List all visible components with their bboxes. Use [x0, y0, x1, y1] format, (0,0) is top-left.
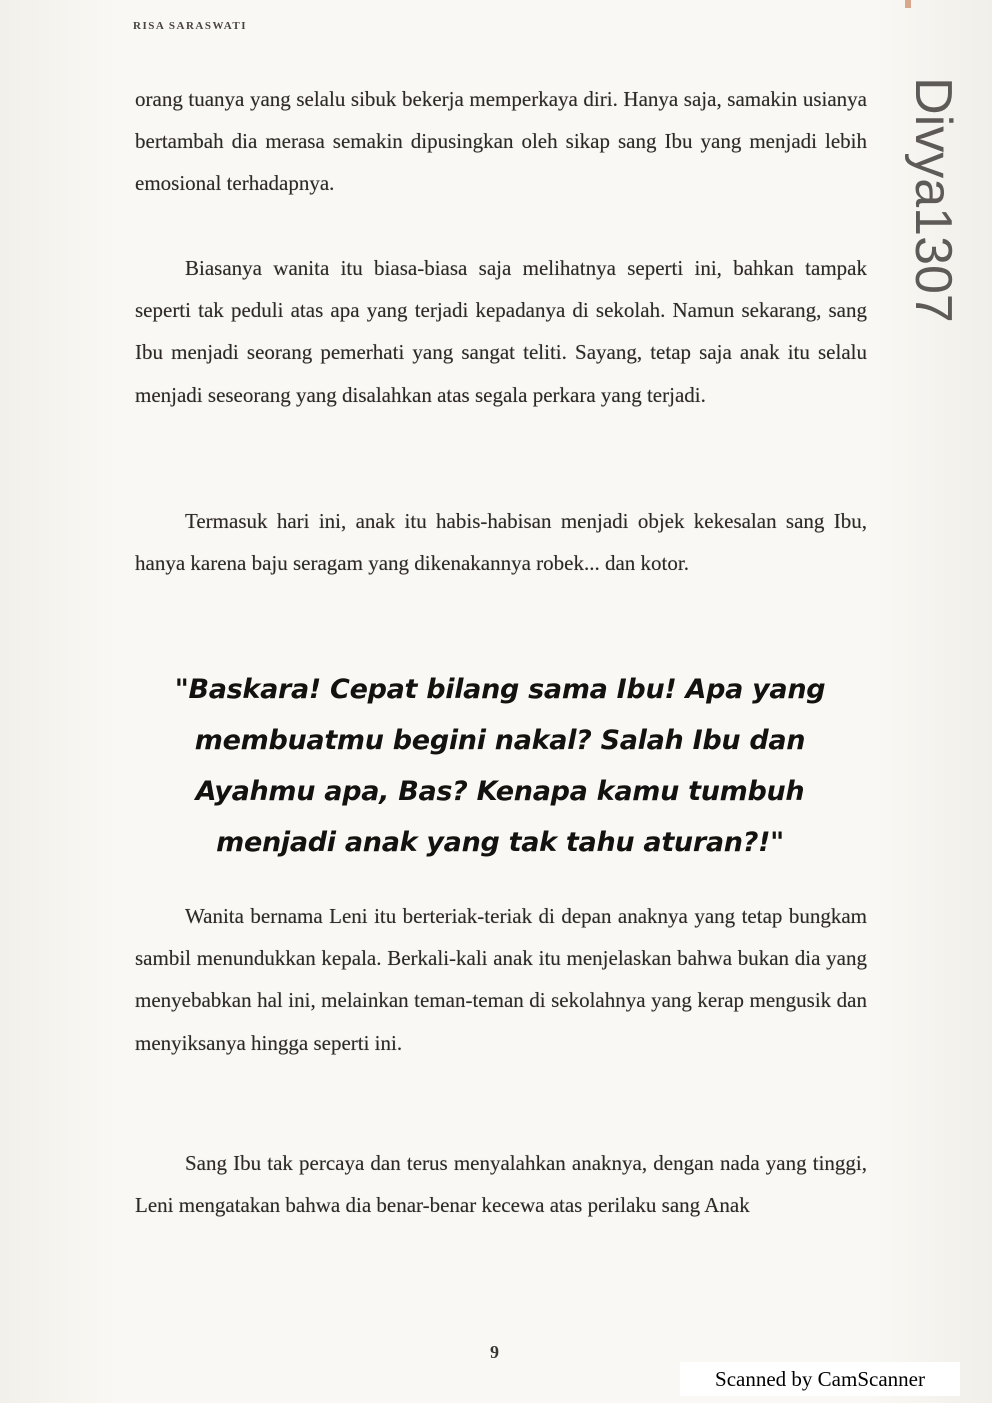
handwritten-quote: "Baskara! Cepat bilang sama Ibu! Apa yang membuatmu begini nakal? Salah Ibu dan Ayahmu apa, Bas? Kenapa kamu tumbuh menjadi anak yang tak tahu aturan?!"	[174, 674, 826, 858]
watermark	[895, 40, 970, 360]
paragraph-5: Sang Ibu tak percaya dan terus menyalahkan anaknya, dengan nada yang tinggi, Leni mengatakan bahwa dia benar-benar kecewa atas perilaku sang Anak	[135, 1151, 867, 1218]
scanner-badge	[680, 1362, 960, 1396]
running-head: RISA SARASWATI	[133, 20, 248, 32]
paragraph-1: orang tuanya yang selalu sibuk bekerja memperkaya diri. Hanya saja, samakin usianya bertambah dia merasa semakin dipusingkan oleh sikap sang Ibu yang menjadi lebih emosional terhadapnya.	[135, 87, 867, 196]
paragraph-4: Wanita bernama Leni itu berteriak-teriak di depan anaknya yang tetap bungkam sambil menundukkan kepala. Berkali-kali anak itu menjelaskan bahwa bukan dia yang menyebabkan hal ini, melainkan teman-teman di sekolahnya yang kerap mengusik dan menyiksanya hingga seperti ini.	[135, 904, 867, 1055]
paragraph-3: Termasuk hari ini, anak itu habis-habisan menjadi objek kekesalan sang Ibu, hanya karena baju seragam yang dikenakannya robek... dan kotor.	[135, 509, 867, 576]
page-number: 9	[490, 1342, 499, 1362]
page-edge-mark	[905, 0, 911, 8]
scanner-label: Scanned by CamScanner	[715, 1366, 925, 1391]
watermark-text: Divya1307	[903, 77, 962, 323]
paragraph-2: Biasanya wanita itu biasa-biasa saja melihatnya seperti ini, bahkan tampak seperti tak peduli atas apa yang terjadi kepadanya di sekolah. Namun sekarang, sang Ibu menjadi seorang pemerhati yang sangat teliti. Sayang, tetap saja anak itu selalu menjadi seseorang yang disalahkan atas segala perkara yang terjadi.	[135, 256, 867, 407]
